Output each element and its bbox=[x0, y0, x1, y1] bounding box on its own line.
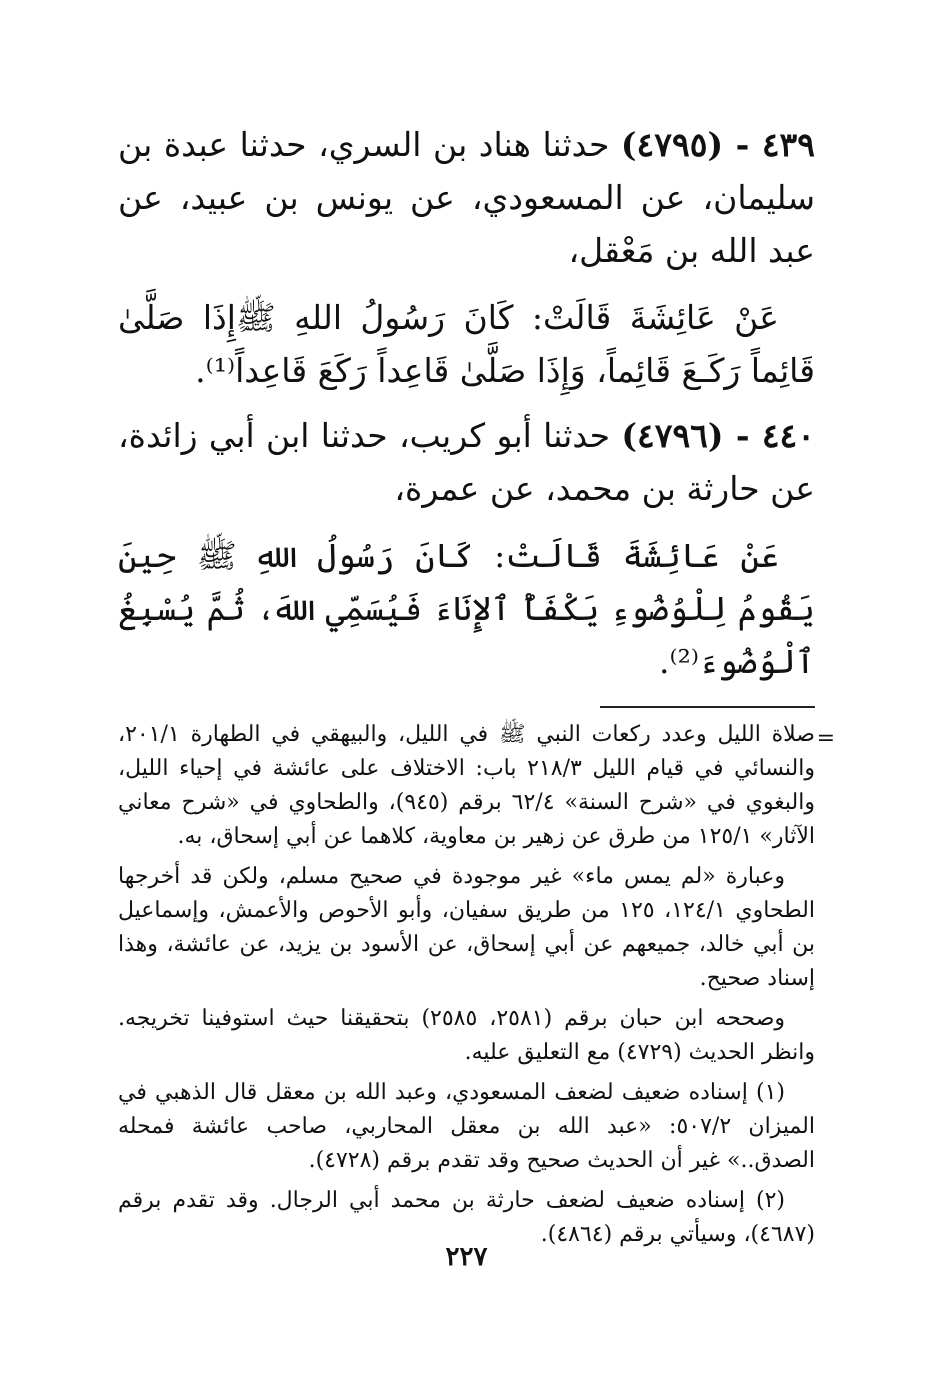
hadith-439-number: ٤٣٩ - (٤٧٩٥) bbox=[620, 125, 815, 164]
hadith-440-isnad bbox=[118, 409, 815, 515]
footnote-paragraph-1: وعبارة «لم يمس ماء» غير موجودة في صحيح مسلم، ولكن قد أخرجها الطحاوي ١٢٤/١، ١٢٥ من طريق سفيان، وأبو الأحوص والأعمش، وإسماعيل بن أبي خالد، جميعهم عن أبي إسحاق، عن الأسود بن يزيد، عن عائشة، وهذا إسناد صحيح. bbox=[118, 864, 815, 991]
hadith-439-isnad bbox=[118, 118, 815, 277]
footnote-divider bbox=[600, 706, 815, 708]
hadith-440-number: ٤٤٠ - (٤٧٩٦) bbox=[621, 416, 815, 455]
hadith-440-isnad-text: حدثنا أبو كريب، حدثنا ابن أبي زائدة، عن حارثة بن محمد، عن عمرة، bbox=[118, 416, 815, 508]
hadith-439 bbox=[118, 118, 815, 397]
footnote-continuation-text: صلاة الليل وعدد ركعات النبي ﷺ في الليل، والبيهقي في الطهارة ٢٠١/١، والنسائي في قيام الليل ٢١٨/٣ باب: الاختلاف على عائشة في إحياء الليل، والبغوي في «شرح السنة» ٦٢/٤ برقم (٩٤٥)، والطحاوي في «شرح معاني الآثار» ١٢٥/١ من طرق عن زهير بن معاوية، كلاهما عن أبي إسحاق، به. bbox=[118, 722, 815, 849]
continuation-mark: = bbox=[816, 726, 835, 751]
footnote-continuation bbox=[118, 718, 835, 854]
footnote-2: (٢) إسناده ضعيف لضعف حارثة بن محمد أبي الرجال. وقد تقدم برقم (٤٦٨٧)، وسيأتي برقم (٤٨٦٤). bbox=[118, 1188, 815, 1247]
hadith-439-isnad-text: حدثنا هناد بن السري، حدثنا عبدة بن سليمان، عن المسعودي، عن يونس بن عبيد، عن عبد الله بن مَعْقل، bbox=[118, 125, 815, 270]
hadith-440 bbox=[118, 409, 815, 688]
hadith-440-matn: عَنْ عَائِشَةَ قَالَتْ: كَانَ رَسُولُ اللهِ ﷺ حِينَ يَقُومُ لِلْوُضُوءِ يَكْفَأُ ٱلإِنَاءَ فَيُسَمِّي اللهَ، ثُمَّ يُسْبِغُ ٱلْوُضُوءَ⁽²⁾. bbox=[118, 536, 815, 681]
page-number: ٢٢٧ bbox=[445, 1242, 488, 1272]
footnote-1: (١) إسناده ضعيف لضعف المسعودي، وعبد الله بن معقل قال الذهبي في الميزان ٥٠٧/٢: «عبد الله بن معقل المحاربي، صاحب عائشة فمحله الصدق..» غير أن الحديث صحيح وقد تقدم برقم (٤٧٢٨). bbox=[118, 1080, 815, 1173]
hadith-439-matn: عَنْ عَائِشَةَ قَالَتْ: كَانَ رَسُولُ اللهِ ﷺإِذَا صَلَّىٰ قَائِماً رَكَـعَ قَائِماً، وَإِذَا صَلَّىٰ قَاعِداً رَكَعَ قَاعِداً⁽¹⁾. bbox=[118, 298, 815, 390]
footnote-paragraph-2: وصححه ابن حبان برقم (٢٥٨١، ٢٥٨٥) بتحقيقنا حيث استوفينا تخريجه. وانظر الحديث (٤٧٢٩) مع التعليق عليه. bbox=[118, 1006, 815, 1065]
footnotes bbox=[118, 718, 835, 1252]
page-body bbox=[118, 118, 835, 1316]
